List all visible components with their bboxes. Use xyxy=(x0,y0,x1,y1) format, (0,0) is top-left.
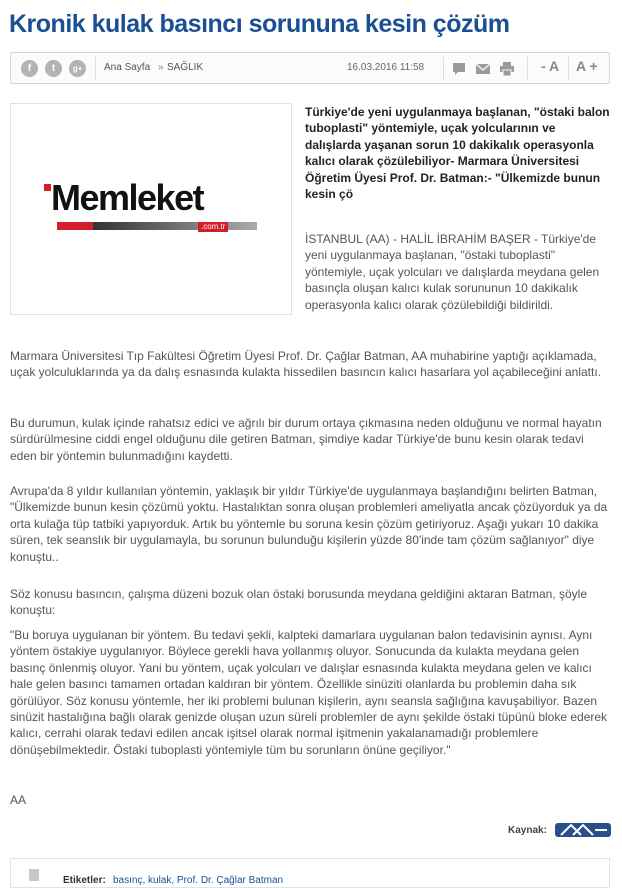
article-spot: Türkiye'de yeni uygulanmaya başlanan, "östaki balon tuboplasti" yöntemiyle, uçak yolcularının ve dalışlarda yaşanan sorun 10 dakikalık operasyonla kalıcı olarak çözülebiliyor- Marmara Üniversitesi Öğretim Üyesi Prof. Dr. Batman:- "Ülkemizde bunun kesin çö xyxy=(305,105,610,202)
article-paragraph: Avrupa'da 8 yıldır kullanılan yöntemin, yaklaşık bir yıldır Türkiye'de uygulanmaya başlandığını belirten Batman, "Ülkemizde bunun kesin çözümü yoktu. Hastalıktan sonra oluşan problemleri ameliyatla ancak çözüyorduk ya da orta kulağa tüp tatbiki yapıyorduk. Artık bu yöntemle bu soruna kesin çözüm getiriyoruz. Aşağı yukarı 10 dakika süren, tek seanslık bir uygulamayla, bu sorunun bulunduğu kişilerin yüzde 80'inde tam çözüm sağlanıyor" diye konuştu.. xyxy=(10,484,608,564)
article-paragraph: Bu durumun, kulak içinde rahatsız edici ve ağrılı bir durum ortaya çıkmasına neden olduğunu ve normal hayatın sürdürülmesine ciddi engel olduğunu dile getiren Batman, şimdiye kadar Türkiye'de bunu kesin olarak tedavi eden bir yöntemin bulunmadığını kaydetti. xyxy=(10,416,602,463)
publish-date: 16.03.2016 11:58 xyxy=(347,62,425,73)
font-decrease-button[interactable]: - A xyxy=(541,58,560,74)
twitter-share-icon[interactable]: t xyxy=(45,60,62,77)
breadcrumb-category-link[interactable]: SAĞLIK xyxy=(167,62,204,73)
tags-list[interactable]: basınç, kulak, Prof. Dr. Çağlar Batman xyxy=(113,875,284,886)
tags-box xyxy=(10,858,610,888)
toolbar-divider xyxy=(527,57,528,81)
facebook-share-icon[interactable]: f xyxy=(21,60,38,77)
article-signature: AA xyxy=(10,793,27,807)
article-image xyxy=(10,103,292,315)
tags-label: Etiketler: xyxy=(63,875,106,886)
toolbar-divider xyxy=(443,57,444,81)
breadcrumb-home-link[interactable]: Ana Sayfa xyxy=(104,62,151,73)
source-logo-text: Memleket xyxy=(51,177,204,218)
aa-agency-logo-icon[interactable] xyxy=(555,823,611,837)
comment-icon[interactable] xyxy=(451,61,467,77)
font-increase-button[interactable]: A + xyxy=(576,58,598,74)
googleplus-share-icon[interactable]: g+ xyxy=(69,60,86,77)
article-paragraph: Marmara Üniversitesi Tıp Fakültesi Öğretim Üyesi Prof. Dr. Çağlar Batman, AA muhabirine yaptığı açıklamada, uçak yolculuklarında ya da dalış esnasında kulakta hissedilen basıncın kalıcı hasarlara yol açabileceğini anlattı. xyxy=(10,349,602,380)
article-toolbar xyxy=(10,52,610,84)
logo-domain: .com.tr xyxy=(198,222,228,232)
print-icon[interactable] xyxy=(499,61,515,77)
article-quote: "Bu boruya uygulanan bir yöntem. Bu tedavi şekli, kalpteki damarlara uygulanan balon tedavisinin aynısı. Aynı yöntem östakiye uygulanıyor. Böylece gerekli hava yollanmış oluyor. Sonucunda da kulakta meydana gelen basınç önlenmiş oluyor. Yani bu yöntem, uçak yolcuları ve dalışlar esnasında kulakta meydana gelen ve kalıcı hale gelen basıncı tamamen ortadan kaldıran bir yöntem. Özellikle sinüziti olanlarda bu problemin daha sık görülüyor. Söz konusu yöntemle, her iki problemi bulunan kişilerin, aynı seansla sağlığına kavuşabiliyor. Bazen sinüzit hastalığına bağlı olarak genizde oluşan uzun süreli problemler de aynı şekilde östaki tüpünü bloke ederek kalıcı, cerrahi olarak tedavi edilen ancak işitsel olarak normal işitmenin yakalanamadığı problemlere dönüşebilmektedir. Östaki tuboplasti yöntemiyle tüm bu sorunların önüne geçiliyor." xyxy=(10,628,608,757)
toolbar-divider xyxy=(568,57,569,81)
tag-icon xyxy=(29,869,39,881)
source-label: Kaynak: xyxy=(508,825,547,836)
toolbar-divider xyxy=(95,57,96,81)
article-title: Kronik kulak basıncı sorununa kesin çözüm xyxy=(9,10,510,38)
article-lead: İSTANBUL (AA) - HALİL İBRAHİM BAŞER - Türkiye'de yeni uygulanmaya başlanan, "östaki tuboplasti" yöntemiyle, uçak yolcuları ve dalışlarda meydana gelen basınçla oluşan kalıcı kulak sorununun 10 dakikalık operasyonla kalıcı olarak çözülebildiği bildirildi. xyxy=(305,232,600,312)
email-icon[interactable] xyxy=(475,61,491,77)
article-paragraph: Söz konusu basıncın, çalışma düzeni bozuk olan östaki borusunda meydana geldiğini aktaran Batman, şöyle konuştu: xyxy=(10,587,588,618)
logo-mark xyxy=(44,184,51,191)
breadcrumb-separator: » xyxy=(158,62,164,73)
